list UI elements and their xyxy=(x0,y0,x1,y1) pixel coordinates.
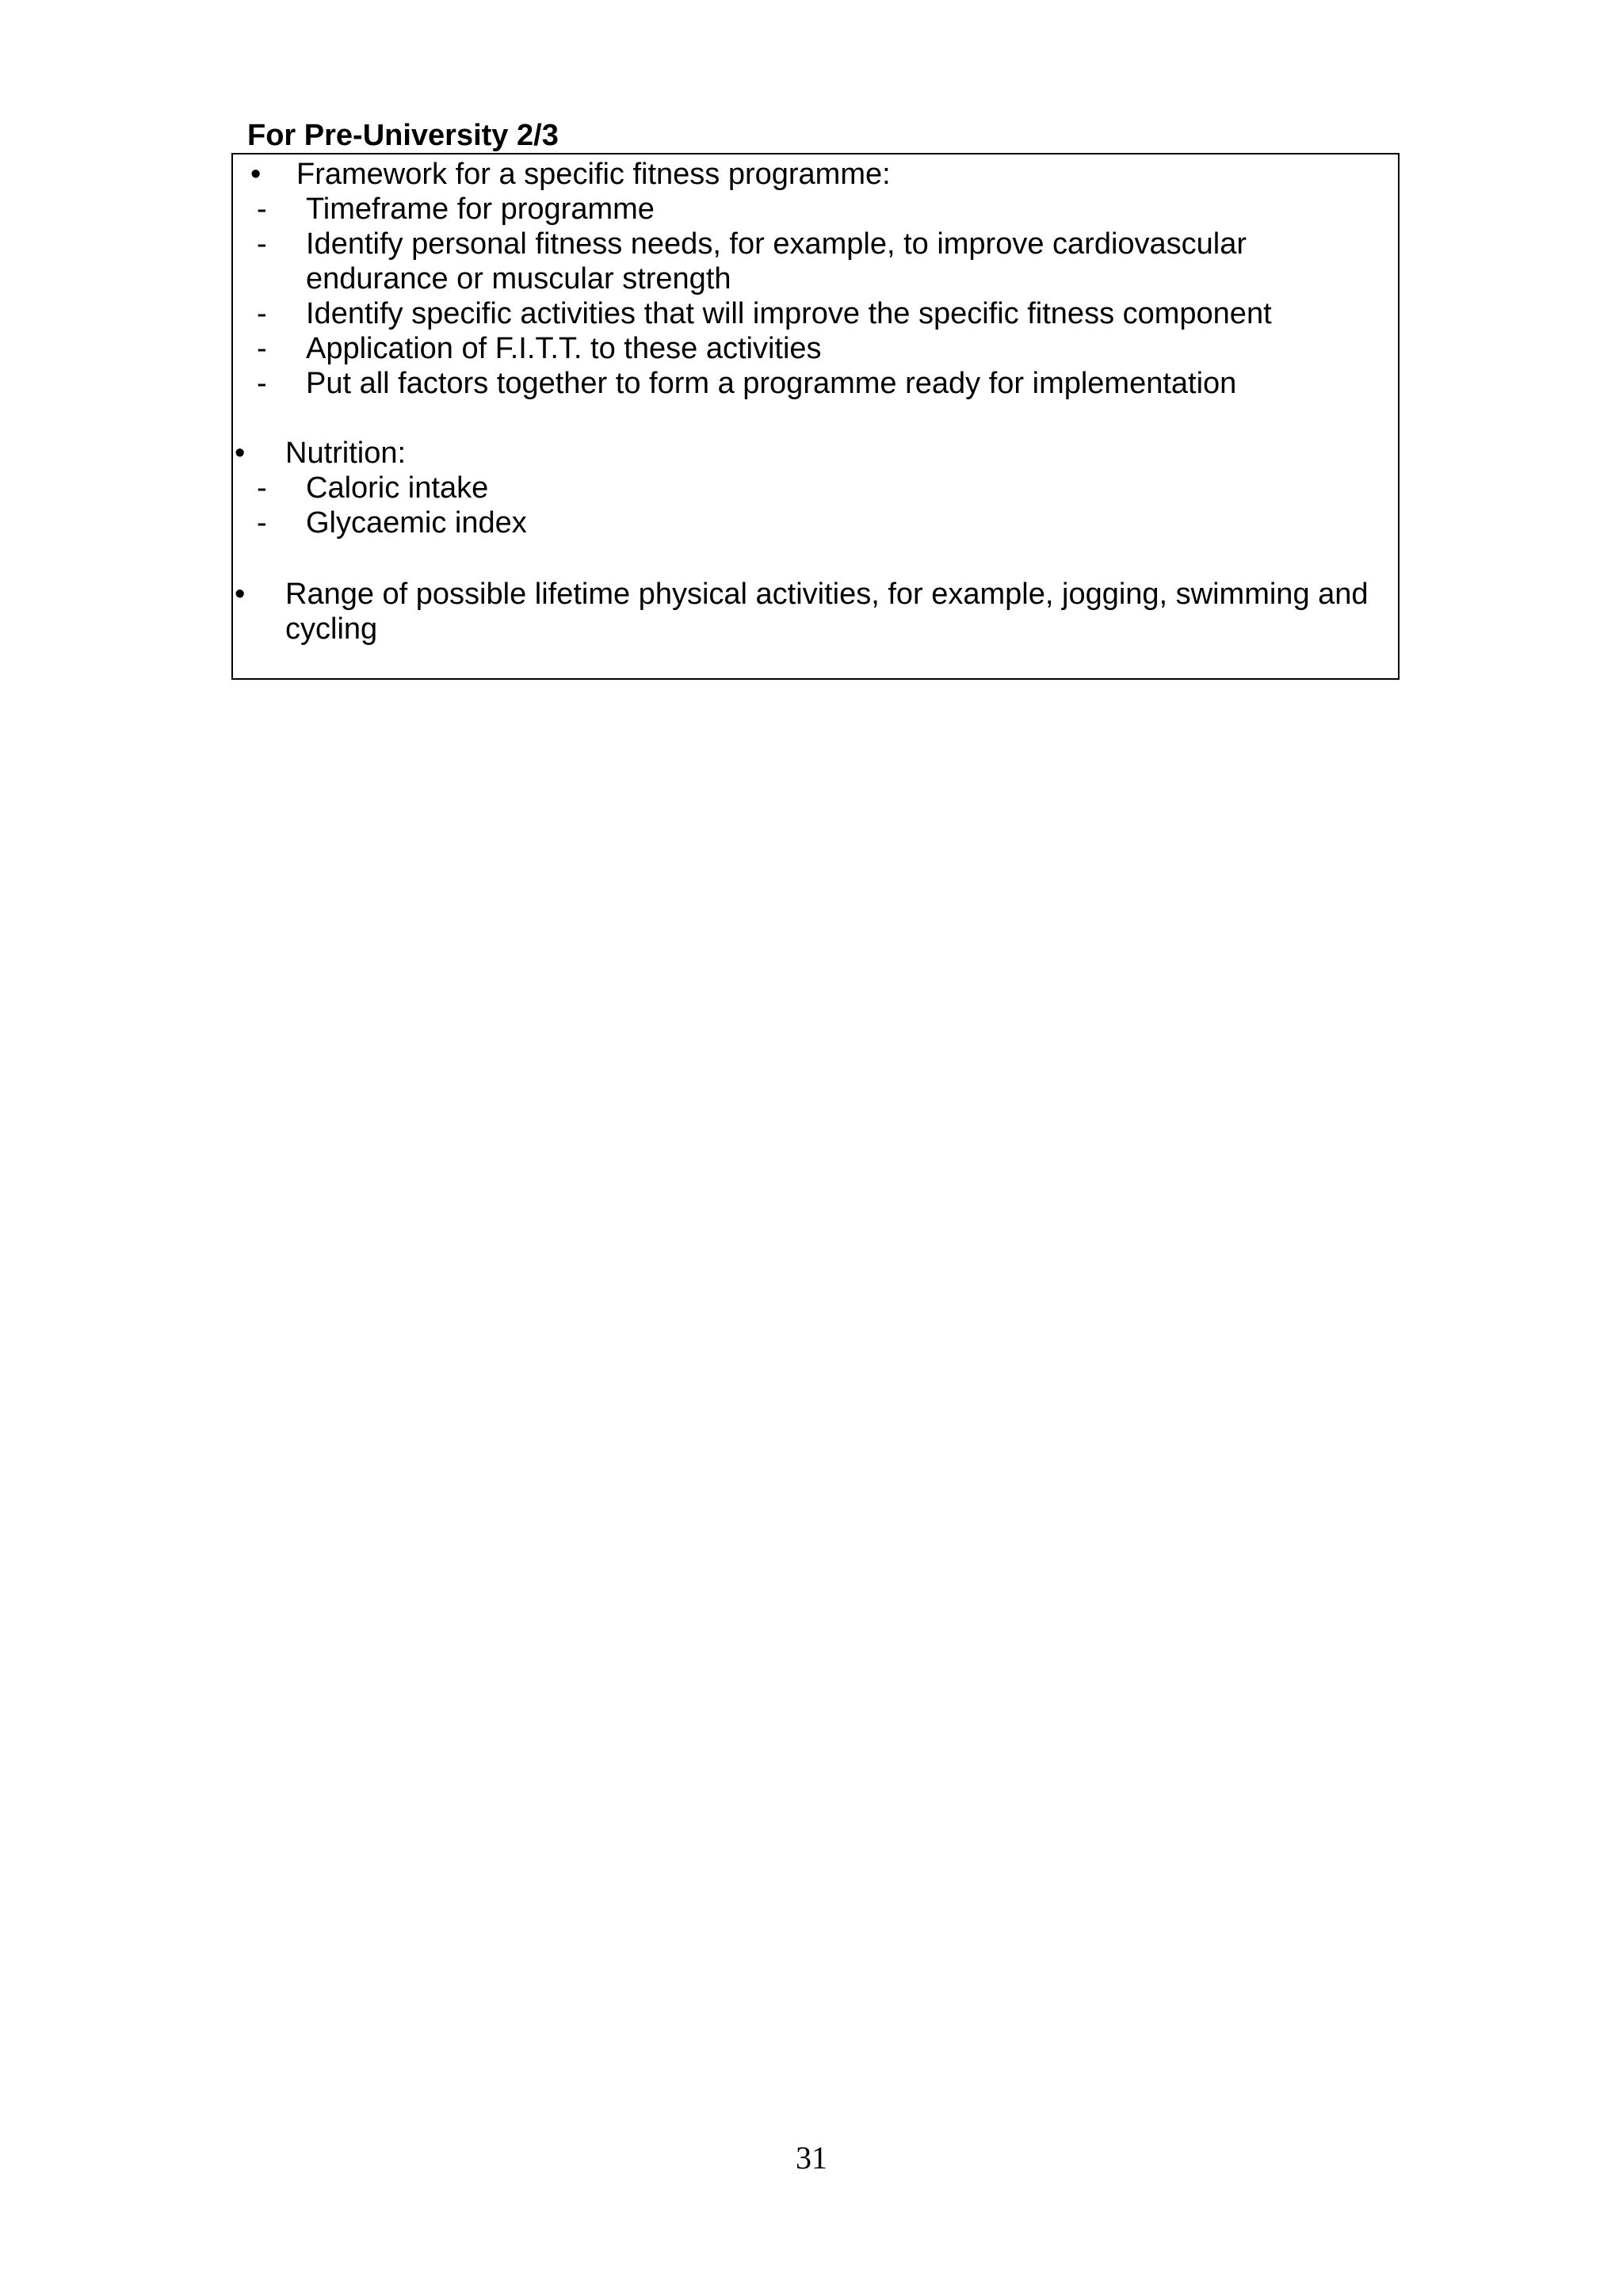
bullet-marker: • xyxy=(235,578,246,611)
dash-marker: - xyxy=(257,297,267,330)
list-item: Identify personal fitness needs, for example, to improve cardiovascular xyxy=(306,227,1247,261)
list-item: Identify specific activities that will improve the specific fitness component xyxy=(306,297,1272,330)
dash-marker: - xyxy=(257,332,267,365)
section-heading: For Pre-University 2/3 xyxy=(247,119,559,152)
bullet-marker: • xyxy=(235,437,246,470)
list-item: Glycaemic index xyxy=(306,506,527,540)
activities-title-continuation: cycling xyxy=(285,612,378,646)
list-item: Put all factors together to form a programme ready for implementation xyxy=(306,367,1237,400)
bullet-marker: • xyxy=(250,158,262,191)
list-item: Caloric intake xyxy=(306,471,489,505)
dash-marker: - xyxy=(257,506,267,540)
activities-title: Range of possible lifetime physical activities, for example, jogging, swimming and xyxy=(285,578,1369,611)
framework-title: Framework for a specific fitness programme: xyxy=(296,158,891,191)
page-number: 31 xyxy=(796,2140,827,2176)
nutrition-title: Nutrition: xyxy=(285,437,407,470)
dash-marker: - xyxy=(257,227,267,261)
dash-marker: - xyxy=(257,367,267,400)
list-item: Timeframe for programme xyxy=(306,193,655,226)
dash-marker: - xyxy=(257,193,267,226)
dash-marker: - xyxy=(257,471,267,505)
list-item: Application of F.I.T.T. to these activities xyxy=(306,332,822,365)
list-item-continuation: endurance or muscular strength xyxy=(306,262,731,296)
